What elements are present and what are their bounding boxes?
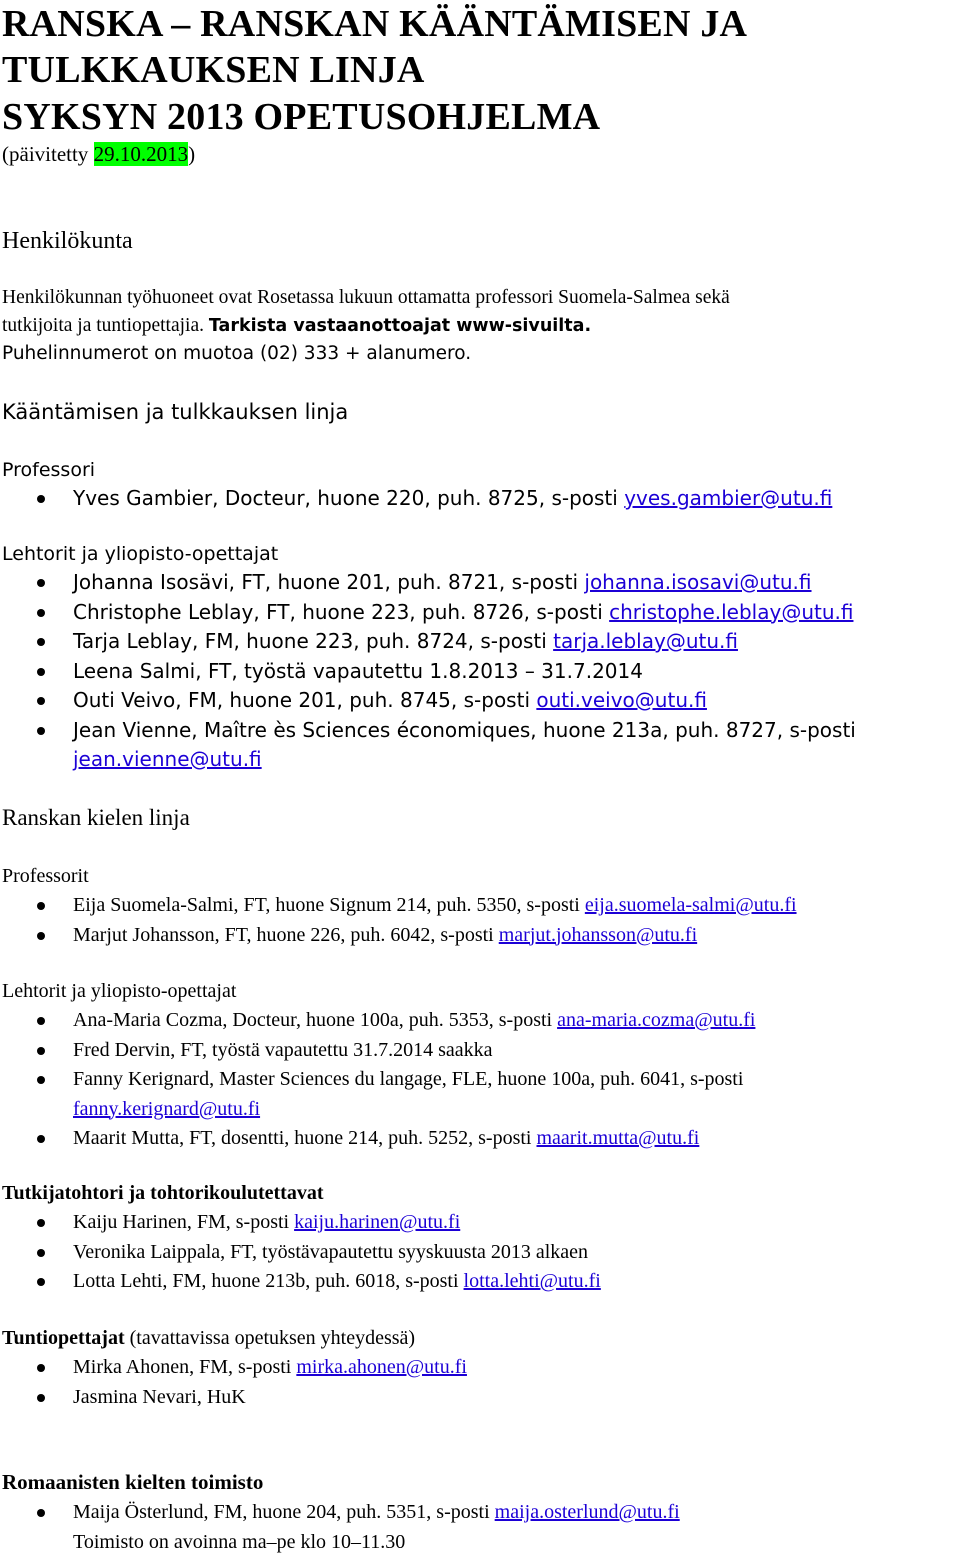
- updated-suffix: ): [188, 142, 196, 166]
- list-item: [0, 598, 960, 628]
- staff-heading: Henkilökunta: [2, 228, 133, 254]
- email-link[interactable]: lotta.lehti@utu.fi: [463, 1270, 601, 1292]
- person-info: Lotta Lehti, FM, huone 213b, puh. 6018, s-posti: [73, 1270, 464, 1292]
- bullet-icon: [37, 902, 45, 910]
- tutors-heading-bold: Tuntiopettajat: [2, 1327, 125, 1349]
- person-info: Johanna Isosävi, FT, huone 201, puh. 8721, s-posti: [73, 570, 585, 594]
- french-tutors-heading: [2, 1324, 415, 1352]
- bullet-icon: [37, 1219, 45, 1227]
- tutors-heading-rest: (tavattavissa opetuksen yhteydessä): [124, 1327, 416, 1349]
- email-link[interactable]: fanny.kerignard@utu.fi: [73, 1097, 261, 1120]
- bullet-icon: [37, 932, 45, 940]
- email-link[interactable]: johanna.isosavi@utu.fi: [584, 570, 812, 594]
- bullet-icon: [37, 579, 45, 587]
- person-info: Maija Österlund, FM, huone 204, puh. 5351, s-posti: [73, 1501, 495, 1523]
- person-info: Leena Salmi, FT, työstä vapautettu 1.8.2013 – 31.7.2014: [73, 658, 643, 683]
- office-heading: Romaanisten kielten toimisto: [2, 1470, 264, 1494]
- french-doctoral-list: [0, 1208, 960, 1297]
- list-item: [0, 568, 960, 598]
- bullet-icon: [37, 495, 45, 503]
- staff-intro-line-2: [2, 312, 952, 340]
- person-info: Mirka Ahonen, FM, s-posti: [73, 1356, 297, 1378]
- bullet-icon: [37, 727, 45, 735]
- email-link[interactable]: kaiju.harinen@utu.fi: [294, 1211, 461, 1233]
- staff-intro-bold: Tarkista vastaanottoajat www-sivuilta.: [208, 316, 592, 336]
- bullet-icon: [37, 638, 45, 646]
- person-info: Christophe Leblay, FT, huone 223, puh. 8726, s-posti: [73, 599, 610, 624]
- list-item: [0, 891, 960, 921]
- french-prof-heading: Professorit: [2, 865, 89, 887]
- bullet-icon: [37, 1509, 45, 1517]
- list-item: [0, 484, 960, 514]
- title-line-1: RANSKA – RANSKAN KÄÄNTÄMISEN JA: [2, 3, 748, 45]
- list-item: [0, 716, 873, 775]
- title-line-3: SYKSYN 2013 OPETUSOHJELMA: [2, 96, 601, 138]
- list-item: [0, 657, 960, 687]
- email-link[interactable]: christophe.leblay@utu.fi: [609, 599, 854, 624]
- title-line-2: TULKKAUKSEN LINJA: [2, 49, 425, 91]
- updated-date: 29.10.2013: [93, 142, 189, 166]
- email-link[interactable]: outi.veivo@utu.fi: [536, 688, 707, 712]
- translation-lect-heading: Lehtorit ja yliopisto-opettajat: [2, 543, 279, 565]
- email-link[interactable]: maija.osterlund@utu.fi: [494, 1501, 680, 1523]
- list-item: [0, 1065, 903, 1124]
- translation-heading: Kääntämisen ja tulkkauksen linja: [2, 400, 349, 424]
- bullet-icon: [37, 697, 45, 705]
- person-info: Marjut Johansson, FT, huone 226, puh. 6042, s-posti: [73, 923, 499, 946]
- list-item: [0, 1353, 960, 1383]
- email-link[interactable]: marjut.johansson@utu.fi: [498, 923, 698, 946]
- email-link[interactable]: jean.vienne@utu.fi: [73, 747, 262, 771]
- french-lect-heading: Lehtorit ja yliopisto-opettajat: [2, 980, 237, 1002]
- translation-lecturer-list: [0, 568, 960, 775]
- updated-prefix: (päivitetty: [2, 142, 94, 166]
- list-item: [0, 1267, 960, 1297]
- bullet-icon: [37, 1076, 45, 1084]
- email-link[interactable]: mirka.ahonen@utu.fi: [296, 1356, 467, 1378]
- person-info: Fred Dervin, FT, työstä vapautettu 31.7.2014 saakka: [73, 1038, 493, 1061]
- email-link[interactable]: ana-maria.cozma@utu.fi: [557, 1009, 756, 1031]
- staff-intro-line-3: Puhelinnumerot on muotoa (02) 333 + alanumero.: [2, 343, 472, 364]
- person-info: Kaiju Harinen, FM, s-posti: [73, 1211, 295, 1233]
- person-info: Tarja Leblay, FM, huone 223, puh. 8724, s-posti: [73, 629, 554, 653]
- list-item: [0, 1383, 960, 1413]
- person-info: Yves Gambier, Docteur, huone 220, puh. 8725, s-posti: [73, 486, 625, 510]
- french-professor-list: [0, 891, 960, 950]
- bullet-icon: [37, 1047, 45, 1055]
- list-item: [0, 1124, 960, 1154]
- person-info: Fanny Kerignard, Master Sciences du langage, FLE, huone 100a, puh. 6041, s-posti: [73, 1068, 744, 1090]
- list-item: [0, 1036, 960, 1066]
- office-hours: [0, 1528, 960, 1558]
- office-list: [0, 1498, 960, 1557]
- bullet-icon: [37, 1249, 45, 1257]
- person-info: Jean Vienne, Maître ès Sciences économiques, huone 213a, puh. 8727, s-posti: [73, 717, 856, 742]
- list-item: [0, 921, 960, 951]
- person-info: Eija Suomela-Salmi, FT, huone Signum 214, puh. 5350, s-posti: [73, 894, 585, 916]
- person-info: Veronika Laippala, FT, työstävapautettu syyskuusta 2013 alkaen: [73, 1240, 589, 1263]
- list-item: [0, 1208, 960, 1238]
- bullet-icon: [37, 609, 45, 617]
- staff-intro-plain: tutkijoita ja tuntiopettajia.: [2, 315, 209, 336]
- french-lecturer-list: [0, 1006, 960, 1154]
- email-link[interactable]: eija.suomela-salmi@utu.fi: [584, 894, 797, 916]
- list-item: [0, 1006, 960, 1036]
- list-item: [0, 627, 960, 657]
- staff-intro-line-1: Henkilökunnan työhuoneet ovat Rosetassa lukuun ottamatta professori Suomela-Salmea sekä: [2, 287, 730, 308]
- french-heading: Ranskan kielen linja: [2, 805, 190, 830]
- list-item: [0, 1238, 960, 1268]
- translation-professor-list: [0, 484, 960, 514]
- bullet-icon: [37, 1135, 45, 1143]
- french-tutors-list: [0, 1353, 960, 1412]
- bullet-icon: [37, 668, 45, 676]
- bullet-icon: [37, 1278, 45, 1286]
- person-info: Outi Veivo, FM, huone 201, puh. 8745, s-posti: [73, 688, 537, 712]
- french-doct-heading: Tutkijatohtori ja tohtorikoulutettavat: [2, 1182, 324, 1204]
- list-item: [0, 1498, 960, 1528]
- person-info: Ana-Maria Cozma, Docteur, huone 100a, puh. 5353, s-posti: [73, 1009, 558, 1031]
- person-info: Jasmina Nevari, HuK: [73, 1385, 246, 1408]
- bullet-icon: [37, 1394, 45, 1402]
- updated-note: [2, 140, 195, 168]
- email-link[interactable]: yves.gambier@utu.fi: [624, 486, 833, 510]
- office-hours-text: Toimisto on avoinna ma–pe klo 10–11.30: [73, 1530, 406, 1553]
- bullet-icon: [37, 1017, 45, 1025]
- email-link[interactable]: maarit.mutta@utu.fi: [536, 1127, 700, 1149]
- translation-prof-heading: Professori: [2, 459, 96, 481]
- person-info: Maarit Mutta, FT, dosentti, huone 214, puh. 5252, s-posti: [73, 1127, 537, 1149]
- list-item: [0, 686, 960, 716]
- bullet-icon: [37, 1364, 45, 1372]
- email-link[interactable]: tarja.leblay@utu.fi: [553, 629, 738, 653]
